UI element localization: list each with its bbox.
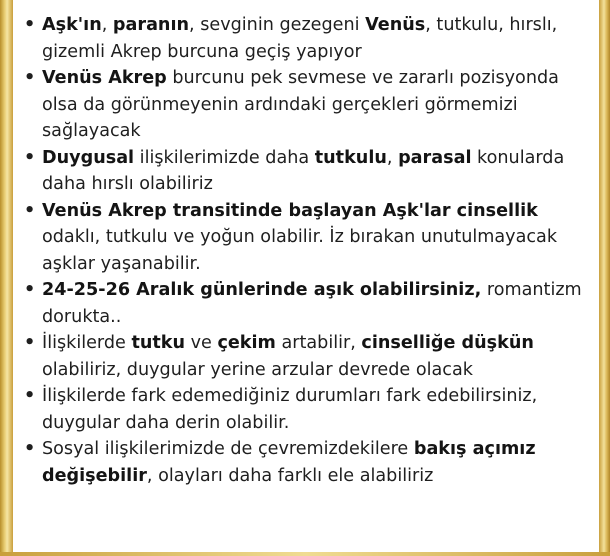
bullet-list — [22, 12, 594, 489]
gold-frame-bottom — [0, 552, 610, 556]
bullet-item — [22, 198, 594, 278]
bullet-item — [22, 277, 594, 330]
bold-text: Aşk'ın — [42, 15, 102, 35]
bold-text: Venüs Akrep transitinde başlayan Aşk'lar cinsellik — [42, 200, 538, 221]
bold-text: paranın — [112, 15, 190, 35]
bold-text: 24-25-26 Aralık günlerinde aşık olabilirsiniz, — [42, 280, 482, 300]
bold-text: tutku — [131, 333, 186, 353]
content-panel — [22, 12, 594, 489]
text-span: , tutkulu, hırslı, gizemli Akrep burcuna geçiş yapıyor — [42, 15, 558, 62]
text-span: Sosyal ilişkilerimizde de çevremizdekilere — [42, 439, 414, 459]
bullet-item — [22, 330, 594, 383]
bullet-item — [22, 436, 594, 489]
bold-text: Venüs — [365, 15, 426, 35]
text-span: İlişkilerde — [42, 333, 132, 353]
gold-frame-right — [599, 0, 610, 556]
text-span: , — [386, 147, 399, 168]
text-span: ve — [185, 333, 218, 353]
text-span: , — [101, 15, 113, 35]
bold-text: Venüs Akrep — [42, 68, 167, 88]
bold-text: çekim — [217, 333, 276, 353]
text-span: romantizm dorukta.. — [42, 280, 582, 327]
text-span: odaklı, tutkulu ve yoğun olabilir. İz bırakan unutulmayacak aşklar yaşanabilir. — [42, 227, 558, 274]
text-span: konularda daha hırslı olabiliriz — [42, 147, 565, 194]
text-span: olabiliriz, duygular yerine arzular devrede olacak — [42, 359, 473, 380]
bullet-item — [22, 65, 594, 145]
gold-frame-left — [0, 0, 13, 556]
bullet-item — [22, 12, 594, 65]
bold-text: bakış açımız değişebilir — [42, 439, 536, 486]
bold-text: Duygusal — [42, 147, 135, 168]
text-span: , sevginin gezegeni — [189, 15, 366, 35]
text-span: İlişkilerde fark edemediğiniz durumları fark edebilirsiniz, duygular daha derin olabilir. — [42, 386, 538, 433]
bullet-item — [22, 145, 594, 198]
text-span: , olayları daha farklı ele alabiliriz — [146, 465, 434, 486]
bold-text: cinselliğe düşkün — [361, 333, 534, 353]
bold-text: tutkulu — [314, 147, 387, 168]
text-span: ilişkilerimizde daha — [134, 147, 315, 168]
text-span: artabilir, — [275, 333, 362, 353]
text-span: burcunu pek sevmese ve zararlı pozisyonda olsa da görünmeyenin ardındaki gerçekleri görmemizi sağlayacak — [42, 68, 559, 141]
bold-text: parasal — [398, 147, 472, 168]
bullet-item — [22, 383, 594, 436]
